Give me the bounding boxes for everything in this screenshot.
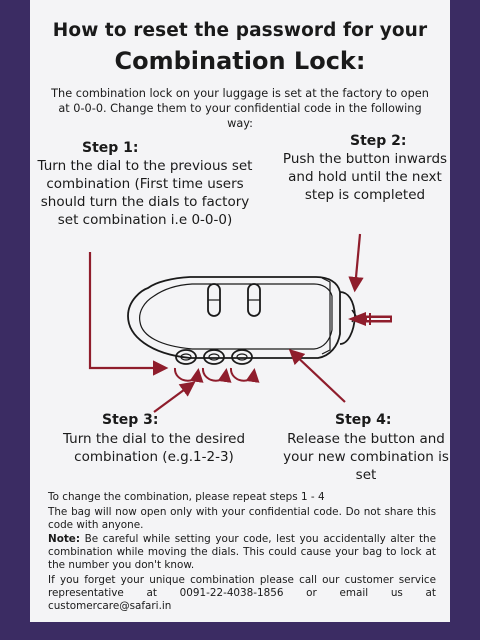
step-2-heading: Step 2:	[350, 133, 407, 149]
step-4-text: Release the button and your new combination is set	[283, 431, 449, 483]
step-4-heading: Step 4:	[335, 412, 392, 428]
note-paragraph	[48, 533, 436, 572]
dial-icon	[232, 350, 252, 364]
step-3-arrow	[154, 384, 192, 412]
rotate-arrow-icon	[231, 368, 254, 381]
instruction-card	[30, 0, 450, 622]
rotate-arrows	[175, 368, 254, 381]
intro-text: The combination lock on your luggage is set at the factory to open at 0-0-0. Change them to your confidential code in the following way:	[51, 87, 429, 130]
step-2-text: Push the button inwards and hold until the next step is completed	[282, 151, 448, 203]
step-4-arrow	[292, 352, 345, 402]
step-1-arrow	[90, 252, 164, 368]
contact-info: If you forget your unique combination please call our customer service representative at 0091-22-4038-1856 or email us at customercare@safari.in	[48, 574, 436, 612]
rotate-arrow-icon	[175, 368, 198, 381]
combination-lock-illustration	[128, 277, 356, 364]
dial-icon	[204, 350, 224, 364]
step-3-text: Turn the dial to the desired combination (e.g.1-2-3)	[62, 431, 246, 465]
step-3-heading: Step 3:	[102, 412, 159, 428]
repeat-instruction: To change the combination, please repeat steps 1 - 4	[48, 491, 325, 503]
title-line-1: How to reset the password for your	[52, 20, 428, 41]
step-2-arrow	[355, 234, 360, 288]
step-1-text: Turn the dial to the previous set combination (First time users should turn the dials to factory set combination i.e 0-0-0)	[37, 158, 253, 228]
note-text: Be careful while setting your code, lest you accidentally alter the combination while moving the dials. This could cause your bag to lock at the number you don't know.	[48, 533, 436, 571]
title-line-2: Combination Lock:	[114, 47, 366, 75]
rotate-arrow-icon	[203, 368, 226, 381]
confidential-notice: The bag will now open only with your confidential code. Do not share this code with anyone.	[48, 506, 436, 531]
step-1-heading: Step 1:	[82, 140, 139, 156]
note-label: Note:	[48, 533, 81, 545]
